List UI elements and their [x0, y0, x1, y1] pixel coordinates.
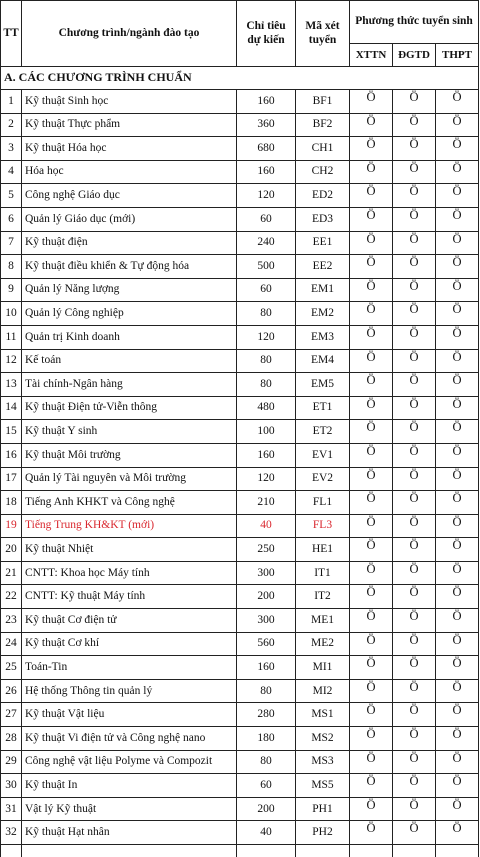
- table-row: [1, 160, 479, 184]
- method-mark-thpt: Ö: [436, 750, 479, 774]
- method-mark-xttn: Ö: [350, 207, 393, 231]
- program-name: Kỹ thuật Vi điện tử và Công nghệ nano: [22, 727, 237, 751]
- program-name: Công nghệ vật liệu Polyme và Compozit: [22, 750, 237, 774]
- program-name: Kỹ thuật Sinh học: [22, 90, 237, 114]
- program-code: MS1: [296, 703, 350, 727]
- row-number: 11: [1, 325, 22, 349]
- table-row: [1, 585, 479, 609]
- row-number: 23: [1, 609, 22, 633]
- table-row: [1, 491, 479, 515]
- table-row: [1, 349, 479, 373]
- quota-value: 560: [237, 632, 296, 656]
- table-row: [1, 609, 479, 633]
- table-row: [1, 774, 479, 798]
- row-number: 24: [1, 632, 22, 656]
- method-mark-dgtd: Ö: [393, 538, 436, 562]
- program-name: Kỹ thuật Cơ khí: [22, 632, 237, 656]
- program-name: Hệ thống Thông tin quản lý: [22, 679, 237, 703]
- row-number: 27: [1, 703, 22, 727]
- method-mark-dgtd: Ö: [393, 207, 436, 231]
- table-row: [1, 231, 479, 255]
- table-row: [1, 373, 479, 397]
- program-code: EM1: [296, 278, 350, 302]
- table-row: [1, 750, 479, 774]
- row-number: 21: [1, 561, 22, 585]
- program-name: Công nghệ Giáo dục: [22, 184, 237, 208]
- row-number: 22: [1, 585, 22, 609]
- method-mark-thpt: Ö: [436, 160, 479, 184]
- partial-cell-tt: [1, 845, 22, 857]
- method-mark-thpt: Ö: [436, 656, 479, 680]
- quota-header: Chỉ tiêu dự kiến: [237, 1, 296, 67]
- table-row: [1, 90, 479, 114]
- program-name: Quản lý Công nghiệp: [22, 302, 237, 326]
- method-mark-xttn: Ö: [350, 467, 393, 491]
- program-code: MS5: [296, 774, 350, 798]
- program-name: Kỹ thuật Cơ điện tử: [22, 609, 237, 633]
- program-name: Kỹ thuật Điện tử-Viễn thông: [22, 396, 237, 420]
- row-number: 9: [1, 278, 22, 302]
- method-mark-dgtd: Ö: [393, 443, 436, 467]
- method-mark-dgtd: Ö: [393, 821, 436, 845]
- table-row: [1, 632, 479, 656]
- method-group-header: Phương thức tuyển sinh: [350, 1, 479, 44]
- program-code: BF2: [296, 113, 350, 137]
- method-mark-xttn: Ö: [350, 774, 393, 798]
- method-mark-dgtd: Ö: [393, 514, 436, 538]
- method-mark-xttn: Ö: [350, 609, 393, 633]
- method-mark-dgtd: Ö: [393, 727, 436, 751]
- row-number: 13: [1, 373, 22, 397]
- method-mark-thpt: Ö: [436, 420, 479, 444]
- method-mark-dgtd: Ö: [393, 137, 436, 161]
- program-name: Vật lý Kỹ thuật: [22, 797, 237, 821]
- table-row: [1, 561, 479, 585]
- section-title: A. CÁC CHƯƠNG TRÌNH CHUẨN: [1, 67, 479, 90]
- method-mark-thpt: Ö: [436, 90, 479, 114]
- method-mark-xttn: Ö: [350, 184, 393, 208]
- method-mark-thpt: Ö: [436, 632, 479, 656]
- method-mark-dgtd: Ö: [393, 160, 436, 184]
- row-number: 12: [1, 349, 22, 373]
- program-name: Hóa học: [22, 160, 237, 184]
- row-number: 19: [1, 514, 22, 538]
- program-name: CNTT: Kỹ thuật Máy tính: [22, 585, 237, 609]
- row-number: 28: [1, 727, 22, 751]
- quota-value: 100: [237, 420, 296, 444]
- program-code: MI1: [296, 656, 350, 680]
- method-header-dgtd: ĐGTD: [393, 44, 436, 67]
- quota-value: 40: [237, 514, 296, 538]
- table-row: [1, 302, 479, 326]
- method-mark-dgtd: Ö: [393, 396, 436, 420]
- row-number: 15: [1, 420, 22, 444]
- method-mark-dgtd: Ö: [393, 373, 436, 397]
- table-row: [1, 656, 479, 680]
- program-code: ME2: [296, 632, 350, 656]
- method-mark-thpt: Ö: [436, 325, 479, 349]
- program-code: IT1: [296, 561, 350, 585]
- method-header-thpt: THPT: [436, 44, 479, 67]
- program-name: Quản lý Giáo dục (mới): [22, 207, 237, 231]
- method-mark-dgtd: Ö: [393, 561, 436, 585]
- table-row: [1, 821, 479, 845]
- program-code: ED2: [296, 184, 350, 208]
- program-name: CNTT: Khoa học Máy tính: [22, 561, 237, 585]
- program-code: ME1: [296, 609, 350, 633]
- quota-value: 80: [237, 679, 296, 703]
- program-name: Kỹ thuật điện: [22, 231, 237, 255]
- quota-value: 300: [237, 561, 296, 585]
- quota-value: 120: [237, 184, 296, 208]
- program-header: Chương trình/ngành đào tạo: [22, 1, 237, 67]
- method-mark-thpt: Ö: [436, 727, 479, 751]
- method-mark-thpt: Ö: [436, 491, 479, 515]
- method-mark-xttn: Ö: [350, 302, 393, 326]
- quota-value: 160: [237, 443, 296, 467]
- program-name: Tiếng Trung KH&KT (mới): [22, 514, 237, 538]
- table-row: [1, 703, 479, 727]
- program-code: MS2: [296, 727, 350, 751]
- method-mark-xttn: Ö: [350, 278, 393, 302]
- row-number: 10: [1, 302, 22, 326]
- method-mark-dgtd: Ö: [393, 750, 436, 774]
- table-row: [1, 325, 479, 349]
- row-number: 29: [1, 750, 22, 774]
- table-row: [1, 727, 479, 751]
- quota-value: 680: [237, 137, 296, 161]
- method-mark-xttn: Ö: [350, 396, 393, 420]
- method-mark-thpt: Ö: [436, 514, 479, 538]
- method-mark-xttn: Ö: [350, 443, 393, 467]
- partial-cell-m3: [436, 845, 479, 857]
- method-mark-thpt: Ö: [436, 797, 479, 821]
- method-mark-xttn: Ö: [350, 821, 393, 845]
- header-row: [1, 1, 479, 44]
- program-name: Kỹ thuật Hóa học: [22, 137, 237, 161]
- table-row: [1, 113, 479, 137]
- table-row: [1, 207, 479, 231]
- method-mark-thpt: Ö: [436, 821, 479, 845]
- program-name: Kế toán: [22, 349, 237, 373]
- quota-value: 80: [237, 373, 296, 397]
- method-mark-xttn: Ö: [350, 538, 393, 562]
- program-code: EM4: [296, 349, 350, 373]
- program-code: ET2: [296, 420, 350, 444]
- method-mark-xttn: Ö: [350, 255, 393, 279]
- method-mark-dgtd: Ö: [393, 349, 436, 373]
- method-mark-thpt: Ö: [436, 113, 479, 137]
- method-mark-dgtd: Ö: [393, 302, 436, 326]
- quota-value: 200: [237, 797, 296, 821]
- method-mark-xttn: Ö: [350, 514, 393, 538]
- program-code: BF1: [296, 90, 350, 114]
- program-name: Kỹ thuật Môi trường: [22, 443, 237, 467]
- method-mark-dgtd: Ö: [393, 113, 436, 137]
- method-mark-thpt: Ö: [436, 703, 479, 727]
- method-mark-xttn: Ö: [350, 325, 393, 349]
- quota-value: 360: [237, 113, 296, 137]
- method-mark-thpt: Ö: [436, 302, 479, 326]
- method-mark-thpt: Ö: [436, 184, 479, 208]
- quota-value: 500: [237, 255, 296, 279]
- method-mark-xttn: Ö: [350, 727, 393, 751]
- quota-value: 60: [237, 207, 296, 231]
- row-number: 20: [1, 538, 22, 562]
- program-name: Kỹ thuật Y sinh: [22, 420, 237, 444]
- partial-cell-m2: [393, 845, 436, 857]
- method-mark-xttn: Ö: [350, 797, 393, 821]
- method-header-xttn: XTTN: [350, 44, 393, 67]
- program-code: FL3: [296, 514, 350, 538]
- row-number: 17: [1, 467, 22, 491]
- method-mark-xttn: Ö: [350, 420, 393, 444]
- row-number: 7: [1, 231, 22, 255]
- program-name: Tiếng Anh KHKT và Công nghệ: [22, 491, 237, 515]
- method-mark-dgtd: Ö: [393, 325, 436, 349]
- quota-value: 40: [237, 821, 296, 845]
- quota-value: 60: [237, 278, 296, 302]
- method-mark-dgtd: Ö: [393, 703, 436, 727]
- table-row: [1, 255, 479, 279]
- program-name: Quản lý Tài nguyên và Môi trường: [22, 467, 237, 491]
- quota-value: 200: [237, 585, 296, 609]
- method-mark-xttn: Ö: [350, 137, 393, 161]
- table-row: [1, 184, 479, 208]
- table-row: [1, 443, 479, 467]
- program-name: Kỹ thuật Thực phẩm: [22, 113, 237, 137]
- method-mark-thpt: Ö: [436, 679, 479, 703]
- partial-cell-name: [22, 845, 237, 857]
- method-mark-dgtd: Ö: [393, 797, 436, 821]
- table-row: [1, 679, 479, 703]
- method-mark-xttn: Ö: [350, 656, 393, 680]
- method-mark-thpt: Ö: [436, 443, 479, 467]
- method-mark-dgtd: Ö: [393, 90, 436, 114]
- row-number: 25: [1, 656, 22, 680]
- method-mark-dgtd: Ö: [393, 632, 436, 656]
- program-code: CH1: [296, 137, 350, 161]
- method-mark-xttn: Ö: [350, 585, 393, 609]
- program-code: EM3: [296, 325, 350, 349]
- quota-value: 280: [237, 703, 296, 727]
- program-code: EV1: [296, 443, 350, 467]
- quota-value: 210: [237, 491, 296, 515]
- program-code: EE1: [296, 231, 350, 255]
- quota-value: 80: [237, 750, 296, 774]
- program-name: Quản trị Kinh doanh: [22, 325, 237, 349]
- quota-value: 240: [237, 231, 296, 255]
- method-mark-thpt: Ö: [436, 231, 479, 255]
- table-row: [1, 420, 479, 444]
- method-mark-dgtd: Ö: [393, 491, 436, 515]
- program-code: PH1: [296, 797, 350, 821]
- program-name: Quản lý Năng lượng: [22, 278, 237, 302]
- quota-value: 300: [237, 609, 296, 633]
- program-name: Kỹ thuật Hạt nhân: [22, 821, 237, 845]
- program-code: EE2: [296, 255, 350, 279]
- program-code: CH2: [296, 160, 350, 184]
- method-mark-dgtd: Ö: [393, 774, 436, 798]
- table-row: [1, 137, 479, 161]
- program-code: IT2: [296, 585, 350, 609]
- method-mark-thpt: Ö: [436, 255, 479, 279]
- method-mark-dgtd: Ö: [393, 609, 436, 633]
- tt-header: TT: [1, 1, 22, 67]
- method-mark-dgtd: Ö: [393, 467, 436, 491]
- program-name: Kỹ thuật điều khiển & Tự động hóa: [22, 255, 237, 279]
- table-row-partial: [1, 845, 479, 857]
- quota-value: 180: [237, 727, 296, 751]
- section-header-row: [1, 67, 479, 90]
- method-mark-xttn: Ö: [350, 632, 393, 656]
- method-mark-dgtd: Ö: [393, 656, 436, 680]
- program-code: MS3: [296, 750, 350, 774]
- program-code: ED3: [296, 207, 350, 231]
- quota-value: 160: [237, 656, 296, 680]
- method-mark-thpt: Ö: [436, 137, 479, 161]
- row-number: 16: [1, 443, 22, 467]
- quota-value: 80: [237, 349, 296, 373]
- quota-value: 120: [237, 325, 296, 349]
- quota-value: 60: [237, 774, 296, 798]
- table-row: [1, 467, 479, 491]
- method-mark-thpt: Ö: [436, 467, 479, 491]
- row-number: 3: [1, 137, 22, 161]
- method-mark-thpt: Ö: [436, 561, 479, 585]
- row-number: 2: [1, 113, 22, 137]
- method-mark-xttn: Ö: [350, 373, 393, 397]
- table-row: [1, 538, 479, 562]
- partial-cell-quota: [237, 845, 296, 857]
- table-row: [1, 514, 479, 538]
- row-number: 31: [1, 797, 22, 821]
- table-row: [1, 396, 479, 420]
- program-code: EM2: [296, 302, 350, 326]
- program-name: Tài chính-Ngân hàng: [22, 373, 237, 397]
- row-number: 30: [1, 774, 22, 798]
- method-mark-thpt: Ö: [436, 207, 479, 231]
- method-mark-xttn: Ö: [350, 750, 393, 774]
- quota-value: 160: [237, 90, 296, 114]
- row-number: 32: [1, 821, 22, 845]
- quota-value: 160: [237, 160, 296, 184]
- method-mark-xttn: Ö: [350, 349, 393, 373]
- program-name: Kỹ thuật Nhiệt: [22, 538, 237, 562]
- method-mark-dgtd: Ö: [393, 585, 436, 609]
- method-mark-xttn: Ö: [350, 703, 393, 727]
- row-number: 18: [1, 491, 22, 515]
- program-code: EM5: [296, 373, 350, 397]
- table-row: [1, 278, 479, 302]
- row-number: 5: [1, 184, 22, 208]
- method-mark-xttn: Ö: [350, 113, 393, 137]
- quota-value: 250: [237, 538, 296, 562]
- method-mark-dgtd: Ö: [393, 255, 436, 279]
- method-mark-xttn: Ö: [350, 679, 393, 703]
- method-mark-dgtd: Ö: [393, 184, 436, 208]
- program-code: PH2: [296, 821, 350, 845]
- program-code: MI2: [296, 679, 350, 703]
- program-name: Toán-Tin: [22, 656, 237, 680]
- partial-cell-m1: [350, 845, 393, 857]
- method-mark-xttn: Ö: [350, 90, 393, 114]
- method-mark-xttn: Ö: [350, 160, 393, 184]
- program-code: ET1: [296, 396, 350, 420]
- method-mark-xttn: Ö: [350, 561, 393, 585]
- method-mark-thpt: Ö: [436, 609, 479, 633]
- method-mark-dgtd: Ö: [393, 420, 436, 444]
- method-mark-xttn: Ö: [350, 491, 393, 515]
- program-name: Kỹ thuật In: [22, 774, 237, 798]
- row-number: 26: [1, 679, 22, 703]
- quota-value: 120: [237, 467, 296, 491]
- row-number: 4: [1, 160, 22, 184]
- code-header: Mã xét tuyển: [296, 1, 350, 67]
- program-code: EV2: [296, 467, 350, 491]
- method-mark-thpt: Ö: [436, 774, 479, 798]
- program-code: FL1: [296, 491, 350, 515]
- quota-value: 480: [237, 396, 296, 420]
- method-mark-thpt: Ö: [436, 538, 479, 562]
- method-mark-xttn: Ö: [350, 231, 393, 255]
- method-mark-thpt: Ö: [436, 278, 479, 302]
- method-mark-thpt: Ö: [436, 585, 479, 609]
- row-number: 14: [1, 396, 22, 420]
- method-mark-thpt: Ö: [436, 396, 479, 420]
- quota-value: 80: [237, 302, 296, 326]
- program-code: HE1: [296, 538, 350, 562]
- method-mark-dgtd: Ö: [393, 679, 436, 703]
- program-name: Kỹ thuật Vật liệu: [22, 703, 237, 727]
- row-number: 1: [1, 90, 22, 114]
- partial-cell-code: [296, 845, 350, 857]
- method-mark-thpt: Ö: [436, 373, 479, 397]
- row-number: 6: [1, 207, 22, 231]
- method-mark-thpt: Ö: [436, 349, 479, 373]
- method-mark-dgtd: Ö: [393, 231, 436, 255]
- method-mark-dgtd: Ö: [393, 278, 436, 302]
- table-row: [1, 797, 479, 821]
- row-number: 8: [1, 255, 22, 279]
